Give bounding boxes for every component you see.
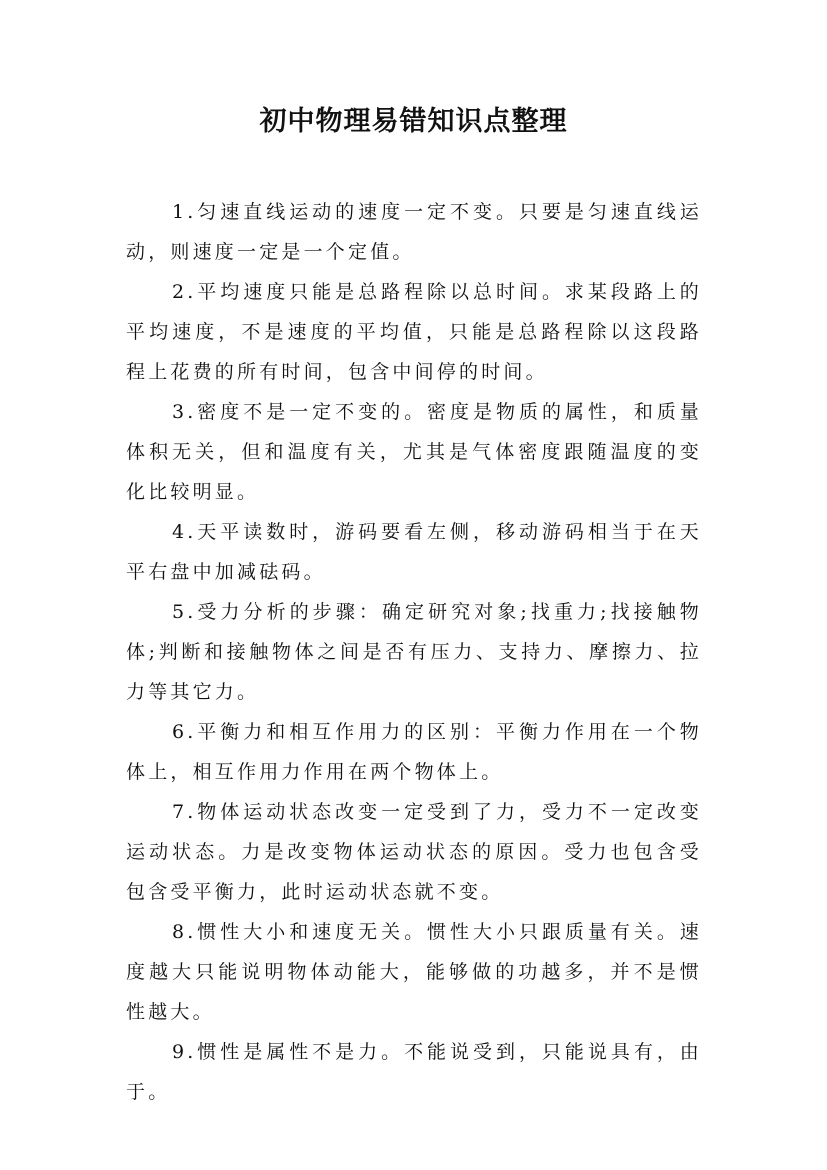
- paragraph-1: 1.匀速直线运动的速度一定不变。只要是匀速直线运动，则速度一定是一个定值。: [126, 201, 702, 263]
- paragraph-7: 7.物体运动状态改变一定受到了力，受力不一定改变运动状态。力是改变物体运动状态的原因。受力也包含受包含受平衡力，此时运动状态就不变。: [126, 801, 702, 903]
- paragraph-8: 8.惯性大小和速度无关。惯性大小只跟质量有关。速度越大只能说明物体动能大，能够做的功越多，并不是惯性越大。: [126, 921, 702, 1023]
- paragraph-2: 2.平均速度只能是总路程除以总时间。求某段路上的平均速度，不是速度的平均值，只能是总路程除以这段路程上花费的所有时间，包含中间停的时间。: [126, 281, 702, 383]
- document-body: [126, 192, 702, 1112]
- document-title: 初中物理易错知识点整理: [259, 106, 568, 137]
- paragraph-9: 9.惯性是属性不是力。不能说受到，只能说具有，由于。: [126, 1041, 702, 1103]
- paragraph-3: 3.密度不是一定不变的。密度是物质的属性，和质量体积无关，但和温度有关，尤其是气体密度跟随温度的变化比较明显。: [126, 401, 702, 503]
- paragraph-5: 5.受力分析的步骤：确定研究对象;找重力;找接触物体;判断和接触物体之间是否有压力、支持力、摩擦力、拉力等其它力。: [126, 601, 702, 703]
- paragraph-6: 6.平衡力和相互作用力的区别：平衡力作用在一个物体上，相互作用力作用在两个物体上。: [126, 721, 702, 783]
- paragraph-4: 4.天平读数时，游码要看左侧，移动游码相当于在天平右盘中加减砝码。: [126, 521, 702, 583]
